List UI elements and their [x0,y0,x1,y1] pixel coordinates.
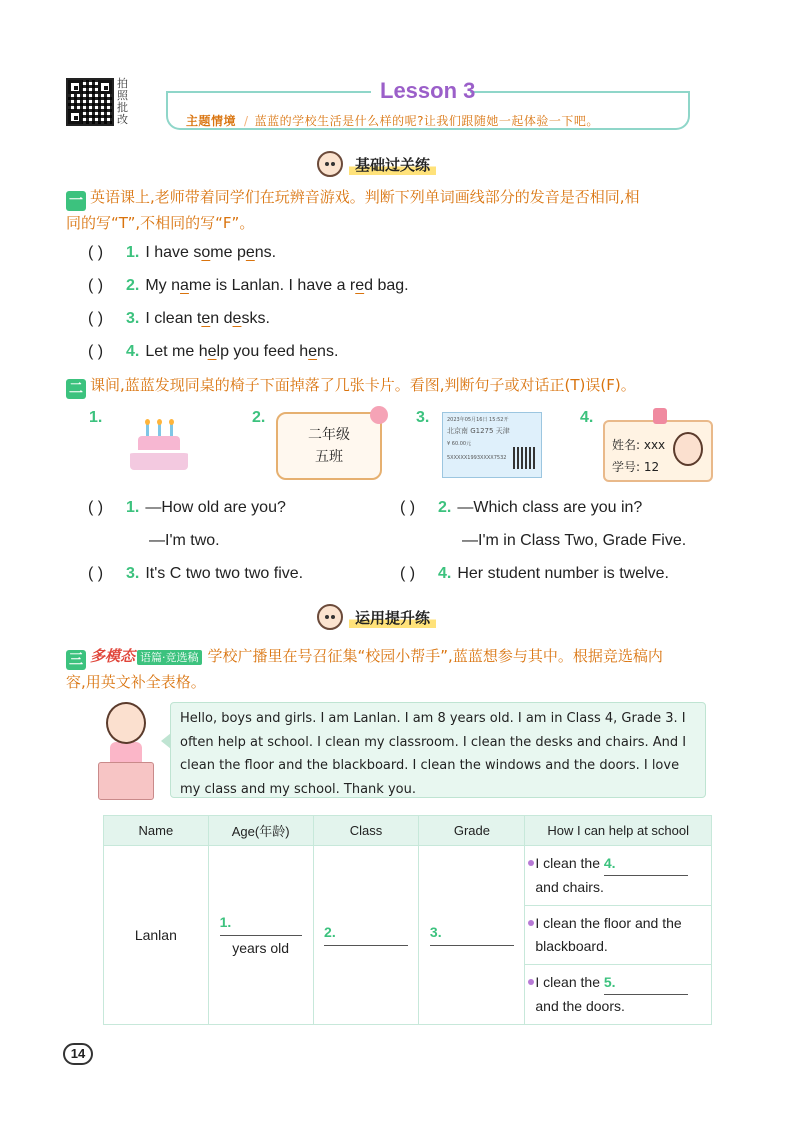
birthday-cake-icon [130,422,188,470]
answer-paren[interactable]: ( ) [88,499,104,516]
age-blank[interactable]: 1. [220,914,302,936]
page-number: 14 [63,1043,93,1065]
qr-label: 拍照批改 [117,77,128,126]
help-blank-5[interactable]: 5. [604,971,688,995]
girl-face-icon [673,432,703,466]
col-name: Name [104,816,209,846]
ticket-qr-icon [513,447,535,469]
girl-speaking-icon [92,702,162,800]
pic-num-4: 4. [580,409,594,426]
q2-item-2-reply: —I'm in Class Two, Grade Five. [462,532,687,549]
lesson-title: Lesson 3 [380,78,476,103]
cell-class [313,846,419,1025]
q3-tag-genre: 语篇·竞选稿 [137,650,202,665]
col-age: Age(年龄) [208,816,313,846]
bullet-icon [528,979,534,985]
q1-item-1: ( ) 1. I have some pens. [88,244,277,261]
badge-clip-icon [653,408,667,424]
train-ticket: 2023年05月16日 15:52开 北京南 G1275 天津 ¥ 60.00元 5XXXXX1993XXXX7532 [442,412,542,478]
student-id-card: 姓名: xxx 学号: 12 [603,420,713,482]
col-help: How I can help at school [525,816,712,846]
theme-tag: 主题情境 [186,114,237,128]
q3-badge: 三 [66,650,86,670]
section-advanced-label: 运用提升练 [349,607,436,628]
answer-paren[interactable]: ( ) [400,499,416,516]
theme-separator: / [244,114,249,128]
table-header-row [104,816,712,846]
section-basic-label: 基础过关练 [349,154,436,175]
help-cell-2: I clean the floor and the blackboard. [525,906,712,965]
speech-bubble: Hello, boys and girls. I am Lanlan. I am 8 years old. I am in Class 4, Grade 3. I often help at school. I clean my classroom. I clean the desks and chairs. And I clean the floor and the blackboard. I clean the windows and the doors. I love my class and my school. Thank you. [170,702,706,798]
pic-num-2: 2. [252,409,266,426]
grade-blank[interactable]: 3. [430,924,514,946]
section-basic [317,151,436,177]
help-blank-4[interactable]: 4. [604,852,688,876]
q2-item-2: ( ) 2. —Which class are you in? [400,499,643,516]
theme-line [186,112,599,129]
q1-badge: 一 [66,191,86,211]
q3-instruction: 三 多模态 语篇·竞选稿 学校广播里在号召征集“校园小帮手”,蓝蓝想参与其中。根据竞选稿内 容,用英文补全表格。 [66,647,663,691]
help-cell-3: I clean the 5. and the doors. [525,965,712,1025]
cell-age: 1. years old [208,846,313,1025]
q2-instruction: 二 课间,蓝蓝发现同桌的椅子下面掉落了几张卡片。看图,判断句子或对话正(T)误(F)。 [66,373,746,399]
q1-item-4: ( ) 4. Let me help you feed hens. [88,343,339,360]
cell-name: Lanlan [104,846,209,1025]
info-table [103,815,712,1025]
col-grade: Grade [419,816,525,846]
q1-item-3: ( ) 3. I clean ten desks. [88,310,270,327]
answer-paren[interactable]: ( ) [88,343,104,360]
mascot-face-icon [317,151,343,177]
q1-item-2: ( ) 2. My name is Lanlan. I have a red bag. [88,277,409,294]
q2-badge: 二 [66,379,86,399]
help-cell-1: I clean the 4. and chairs. [525,846,712,906]
cell-grade [419,846,525,1025]
class-sign: 二年级 五班 [276,412,382,480]
section-advanced [317,604,436,630]
theme-text: 蓝蓝的学校生活是什么样的呢?让我们跟随她一起体验一下吧。 [254,114,599,128]
mascot-face-icon [317,604,343,630]
q3-tag-multimodal: 多模态 [90,647,136,665]
bullet-icon [528,860,534,866]
pic-num-1: 1. [89,409,103,426]
answer-paren[interactable]: ( ) [88,277,104,294]
answer-paren[interactable]: ( ) [88,565,104,582]
pic-num-3: 3. [416,409,430,426]
flower-icon [370,406,388,424]
q2-item-4: ( ) 4. Her student number is twelve. [400,565,669,582]
class-blank[interactable]: 2. [324,924,408,946]
table-row [104,846,712,906]
q2-item-3: ( ) 3. It's C two two two five. [88,565,304,582]
answer-paren[interactable]: ( ) [88,310,104,327]
q1-instruction: 一 英语课上,老师带着同学们在玩辨音游戏。判断下列单词画线部分的发音是否相同,相 同的写“T”,不相同的写“F”。 [66,188,640,232]
col-class: Class [313,816,419,846]
q2-item-1: ( ) 1. —How old are you? [88,499,286,516]
q2-item-1-reply: —I'm two. [149,532,220,549]
answer-paren[interactable]: ( ) [400,565,416,582]
answer-paren[interactable]: ( ) [88,244,104,261]
bullet-icon [528,920,534,926]
qr-code[interactable] [66,78,114,126]
